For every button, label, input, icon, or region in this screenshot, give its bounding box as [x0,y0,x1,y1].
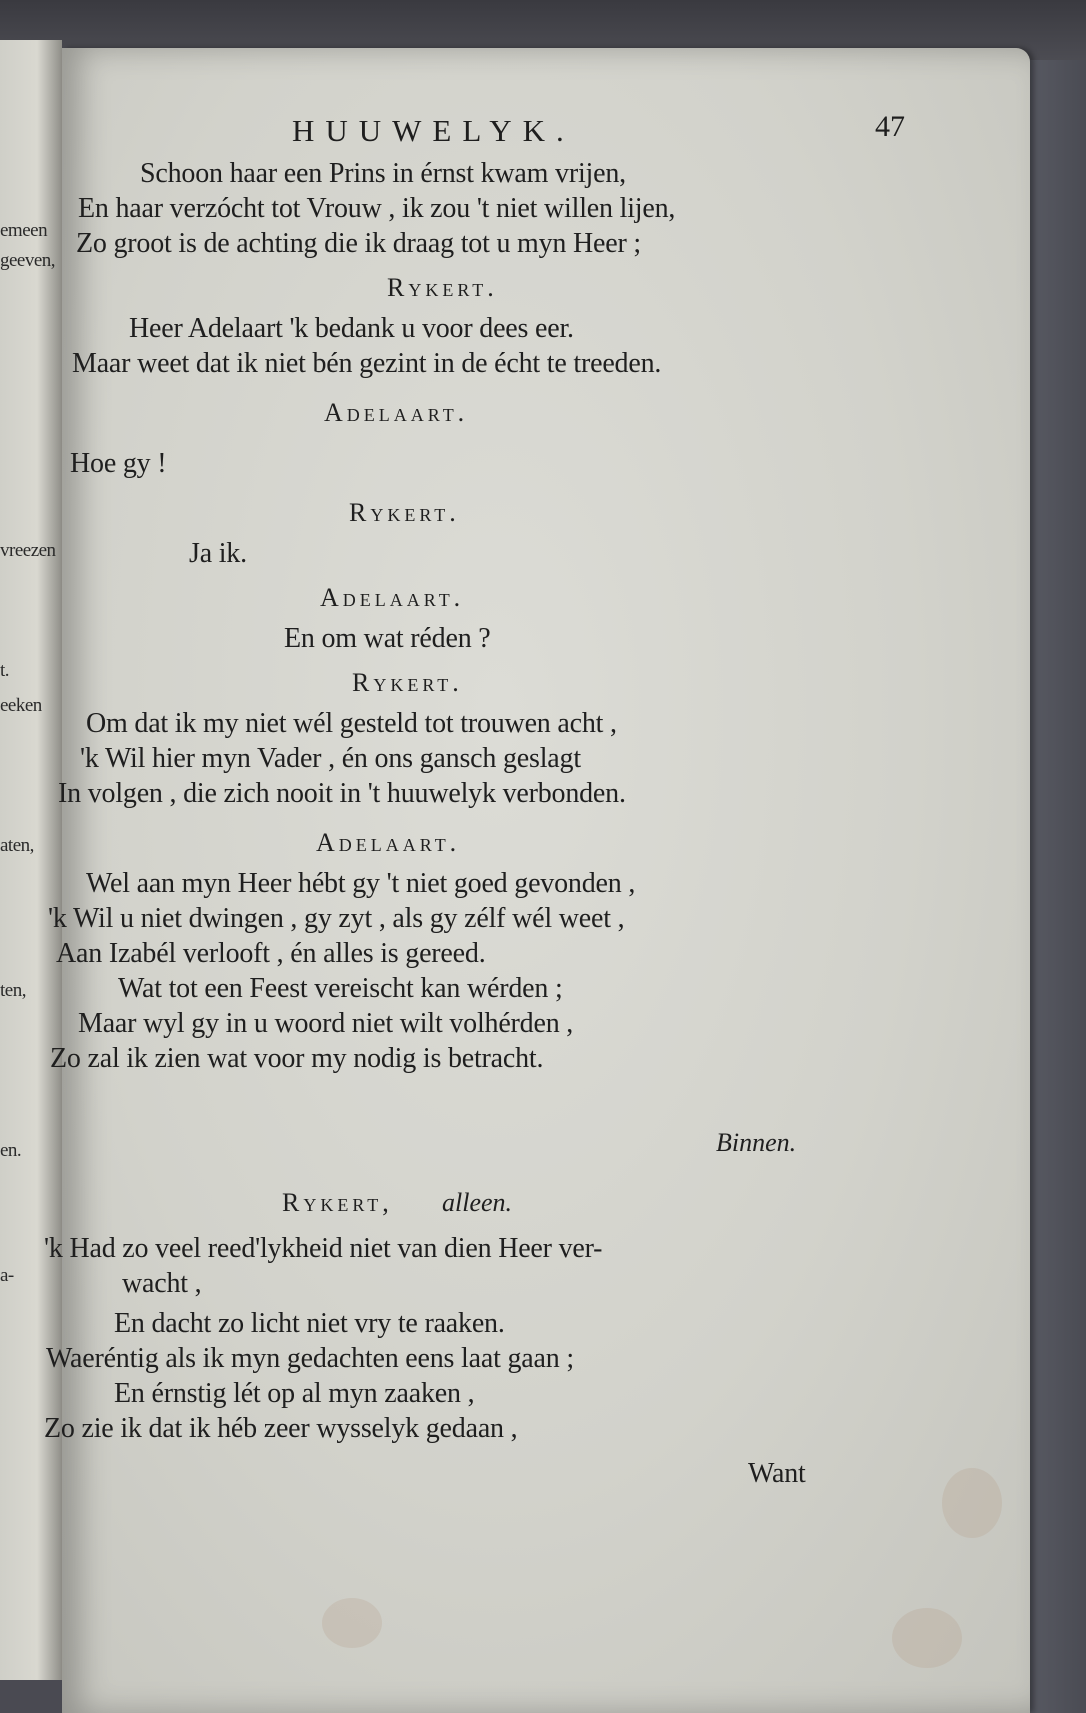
paper-stain [892,1608,962,1668]
verse-line: En érnstig lét op al myn zaaken , [114,1378,475,1409]
speaker-name: Rykert. [349,498,460,527]
speaker-name: Adelaart. [316,828,461,857]
page-number: 47 [875,110,905,143]
verse-line: Heer Adelaart 'k bedank u voor dees eer. [129,313,574,344]
facing-page-fragment: vreezen [0,540,56,561]
verse-line: Ja ik. [189,538,247,569]
stage-direction: alleen. [442,1188,513,1217]
speaker-name: Adelaart. [324,398,469,427]
facing-page-fragment: ten, [0,980,26,1001]
verse-line: Zo groot is de achting die ik draag tot u myn Heer ; [76,228,642,259]
verse-line: Om dat ik my niet wél gesteld tot trouwen acht , [86,708,617,739]
facing-page-fragment: aten, [0,835,34,856]
facing-page-fragment: eeken [0,695,42,716]
verse-line: Hoe gy ! [70,448,167,479]
verse-line: En dacht zo licht niet vry te raaken. [114,1308,505,1339]
verse-line: 'k Had zo veel reed'lykheid niet van dien Heer ver- [44,1233,603,1264]
verse-line: Aan Izabél verlooft , én alles is gereed. [56,938,486,969]
paper-stain [942,1468,1002,1538]
speaker-name: Adelaart. [320,583,465,612]
speaker-name: Rykert, [282,1188,393,1217]
running-header: HUUWELYK. [292,113,575,148]
stage-direction: Binnen. [716,1128,797,1157]
speaker-name: Rykert. [387,273,498,302]
verse-line: Maar weet dat ik niet bén gezint in de écht te treeden. [72,348,662,379]
verse-line: wacht , [122,1268,202,1299]
verse-line: 'k Wil hier myn Vader , én ons gansch geslagt [80,743,581,774]
facing-page-fragment: a- [0,1265,14,1286]
facing-page-fragment: en. [0,1140,22,1161]
facing-page-fragment: t. [0,660,10,681]
verse-line: Zo zal ik zien wat voor my nodig is betracht. [50,1043,544,1074]
verse-line: Maar wyl gy in u woord niet wilt volhérden , [78,1008,574,1039]
verse-line: Schoon haar een Prins in érnst kwam vrijen, [140,158,626,189]
paper-stain [322,1598,382,1648]
catchword: Want [748,1458,806,1489]
verse-line: Wat tot een Feest vereischt kan wérden ; [118,973,563,1004]
speaker-name: Rykert. [352,668,463,697]
book-page [44,48,1030,1713]
facing-page-fragment: geeven, [0,250,56,271]
verse-line: Zo zie ik dat ik héb zeer wysselyk gedaan , [44,1413,518,1444]
verse-line: En haar verzócht tot Vrouw , ik zou 't niet willen lijen, [78,193,676,224]
verse-line: In volgen , die zich nooit in 't huuwelyk verbonden. [58,778,626,809]
verse-line: Wel aan myn Heer hébt gy 't niet goed gevonden , [86,868,636,899]
verse-line: Waeréntig als ik myn gedachten eens laat gaan ; [46,1343,574,1374]
verse-line: 'k Wil u niet dwingen , gy zyt , als gy zélf wél weet , [48,903,625,934]
facing-page-fragment: emeen [0,220,48,241]
verse-line: En om wat réden ? [284,623,491,654]
